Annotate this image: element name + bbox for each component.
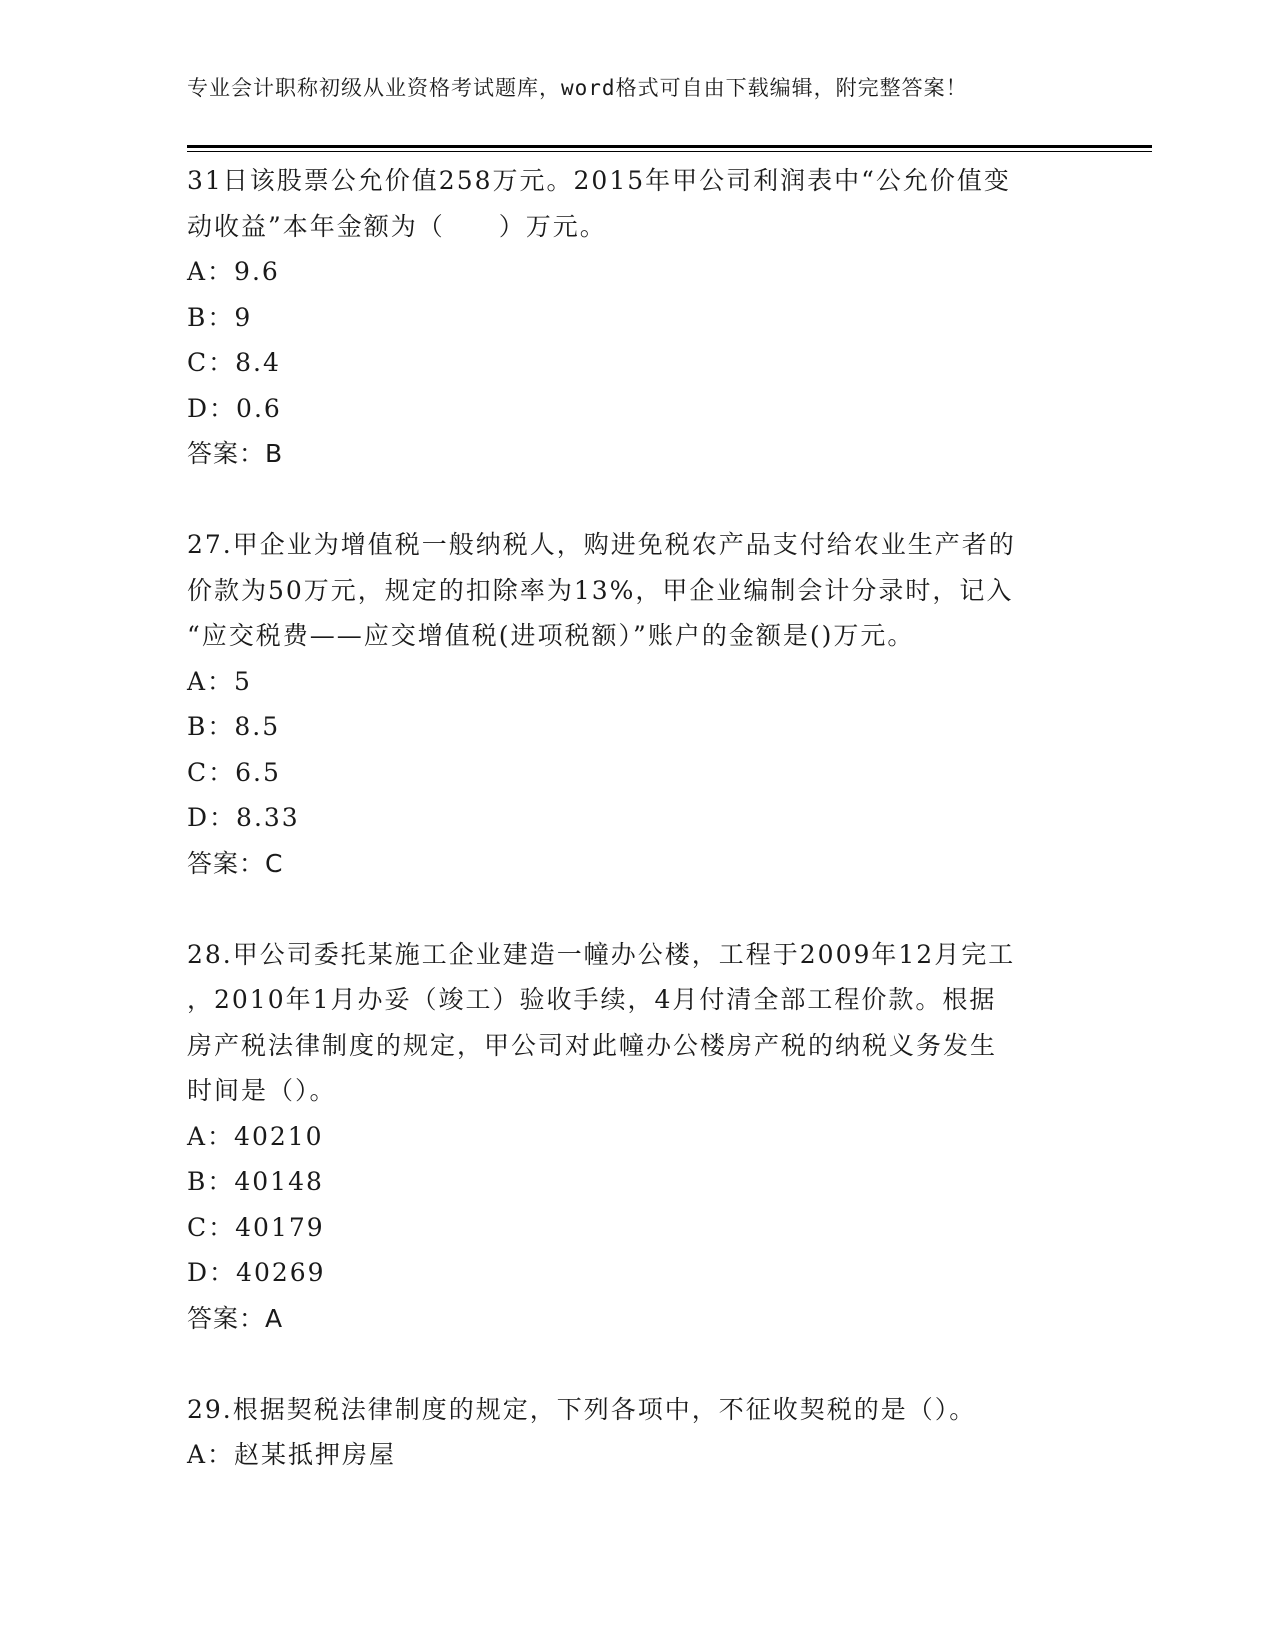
question-stem-line: 27.甲企业为增值税一般纳税人，购进免税农产品支付给农业生产者的: [187, 530, 1016, 559]
option-d: D：0.6: [187, 393, 282, 423]
option-a: A：赵某抵押房屋: [187, 1440, 397, 1469]
spacer: [187, 886, 1087, 932]
question-stem-line: ，2010年1月办妥（竣工）验收手续，4月付清全部工程价款。根据: [187, 985, 997, 1014]
question-stem-line: “应交税费——应交增值税(进项税额）”账户的金额是()万元。: [187, 621, 915, 650]
answer-line: 答案：C: [187, 848, 284, 878]
option-b: B：9: [187, 302, 253, 332]
question-26: [187, 158, 1087, 477]
spacer: [187, 1341, 1087, 1387]
header-divider-thin: [187, 151, 1152, 152]
question-28: [187, 932, 1087, 1342]
question-stem-line: 29.根据契税法律制度的规定，下列各项中，不征收契税的是（）。: [187, 1394, 977, 1424]
option-c: C：40179: [187, 1212, 325, 1242]
question-stem-line: 价款为50万元，规定的扣除率为13%，甲企业编制会计分录时，记入: [187, 575, 1014, 605]
question-stem-line: 房产税法律制度的规定，甲公司对此幢办公楼房产税的纳税义务发生: [187, 1030, 998, 1060]
option-a: A：9.6: [187, 257, 280, 286]
question-list: [187, 158, 1087, 1478]
option-d: D：8.33: [187, 803, 300, 832]
option-d: D：40269: [187, 1258, 326, 1287]
question-stem-line: 时间是（）。: [187, 1076, 337, 1105]
question-29: [187, 1387, 1087, 1478]
header-divider-thick: [187, 145, 1152, 148]
option-b: B：40148: [187, 1167, 324, 1196]
option-c: C：6.5: [187, 757, 281, 787]
page-header: 专业会计职称初级从业资格考试题库，word格式可自由下载编辑，附完整答案！: [187, 76, 968, 100]
answer-line: 答案：B: [187, 439, 284, 468]
option-b: B：8.5: [187, 712, 281, 741]
answer-line: 答案：A: [187, 1303, 284, 1333]
option-a: A：40210: [187, 1121, 324, 1151]
question-27: [187, 522, 1087, 886]
option-c: C：8.4: [187, 348, 281, 377]
spacer: [187, 477, 1087, 523]
question-stem-line: 28.甲公司委托某施工企业建造一幢办公楼，工程于2009年12月完工: [187, 939, 1016, 969]
question-stem-line: 31日该股票公允价值258万元。2015年甲公司利润表中“公允价值变: [187, 166, 1011, 195]
question-stem-line: 动收益”本年金额为（ ）万元。: [187, 211, 607, 241]
option-a: A：5: [187, 666, 252, 696]
